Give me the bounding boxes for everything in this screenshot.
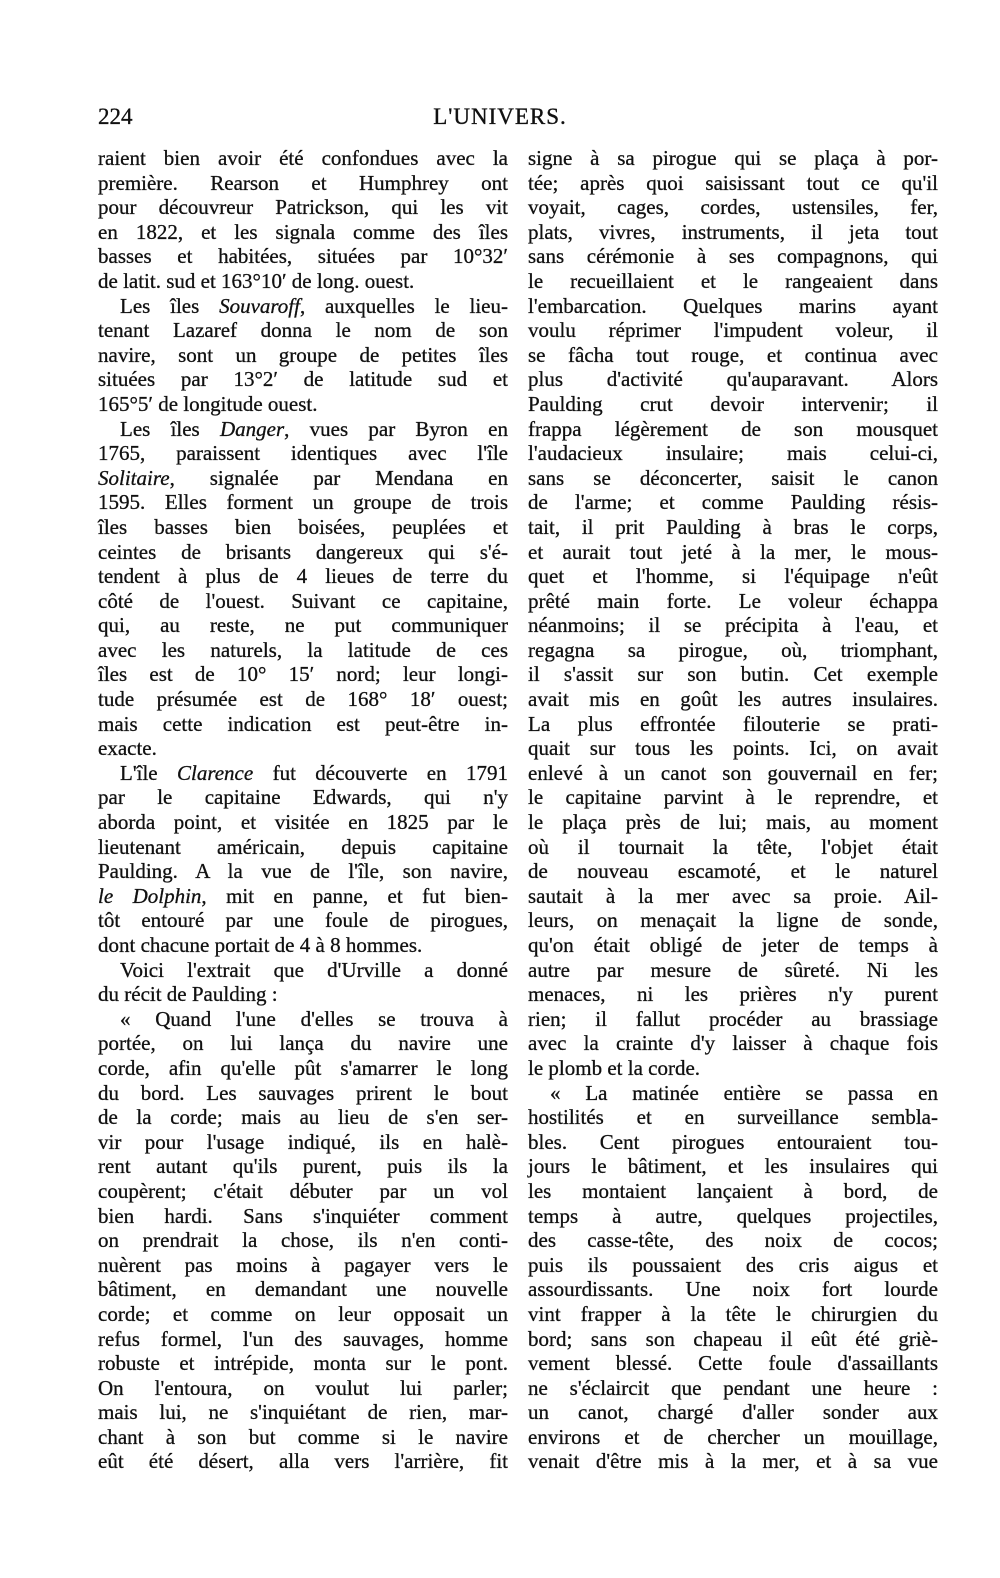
text-line: l'audacieux insulaire; mais celui-ci, bbox=[528, 441, 938, 466]
text-line: 1595. Elles forment un groupe de trois bbox=[98, 490, 508, 515]
text-line: côté de l'ouest. Suivant ce capitaine, bbox=[98, 588, 508, 613]
text-line: assourdissants. Une noix fort lourde bbox=[528, 1277, 938, 1302]
text-line: de nouveau escamoté, et le naturel bbox=[528, 859, 938, 884]
text-line: On l'entoura, on voulut lui parler; bbox=[98, 1375, 508, 1400]
text-line: un canot, chargé d'aller sonder aux bbox=[528, 1400, 938, 1425]
text-line: robuste et intrépide, monta sur le pont. bbox=[98, 1351, 508, 1376]
text-line: environs et de chercher un mouillage, bbox=[528, 1424, 938, 1449]
text-line: basses et habitées, situées par 10°32′ bbox=[98, 244, 508, 269]
text-line: sans cérémonie à ses compagnons, qui bbox=[528, 244, 938, 269]
italic-name: Clarence bbox=[177, 760, 254, 785]
text-line: première. Rearson et Humphrey ont bbox=[98, 170, 508, 195]
text-line: menaces, ni les prières n'y purent bbox=[528, 982, 938, 1007]
text-line: dont chacune portait de 4 à 8 hommes. bbox=[98, 933, 423, 957]
text-segment: L'île bbox=[120, 760, 177, 785]
text-line: îles basses bien boisées, peuplées et bbox=[98, 514, 508, 539]
text-line: temps à autre, quelques projectiles, bbox=[528, 1203, 938, 1228]
running-title: L'UNIVERS. bbox=[433, 104, 567, 129]
text-line: le recueillaient et le rangeaient dans bbox=[528, 268, 938, 293]
text-line: tée; après quoi saisissant tout ce qu'il bbox=[528, 170, 938, 195]
text-line: signe à sa pirogue qui se plaça à por- bbox=[528, 146, 938, 170]
text-line: « La matinée entière se passa en bbox=[550, 1080, 938, 1105]
text-line: de latit. sud et 163°10′ de long. ouest. bbox=[98, 268, 415, 293]
text-line: les montaient lançaient à bord, de bbox=[528, 1178, 938, 1203]
text-line: tude présumée est de 168° 18′ ouest; bbox=[98, 687, 508, 712]
text-line: plats, vivres, instruments, il jeta tout bbox=[528, 219, 938, 244]
text-line: bles. Cent pirogues entouraient tou- bbox=[528, 1129, 938, 1154]
text-line: du récit de Paulding : bbox=[98, 982, 278, 1007]
text-line: leurs, on menaçait la ligne de sonde, bbox=[528, 908, 938, 933]
text-line: Voici l'extrait que d'Urville a donné bbox=[120, 957, 508, 982]
text-line: rien; il fallut procéder au brassiage bbox=[528, 1006, 938, 1031]
italic-name: Solitaire bbox=[98, 465, 170, 490]
text-line: tendent à plus de 4 lieues de terre du bbox=[98, 564, 508, 589]
text-line: le plomb et la corde. bbox=[528, 1055, 701, 1080]
text-segment: , vues par Byron en bbox=[284, 416, 508, 441]
text-line: en 1822, et les signala comme des îles bbox=[98, 219, 508, 244]
text-line: quait sur tous les points. Ici, on avait bbox=[528, 736, 938, 761]
text-line: mais lui, ne s'inquiétant de rien, mar- bbox=[98, 1400, 508, 1425]
text-line: vint frapper à la tête le chirurgien du bbox=[528, 1301, 938, 1326]
text-segment: Les îles bbox=[120, 293, 220, 318]
text-line: de la corde; mais au lieu de s'en ser- bbox=[98, 1105, 508, 1130]
text-line: plus d'activité qu'auparavant. Alors bbox=[528, 367, 938, 392]
text-line: frappa légèrement de son mousquet bbox=[528, 416, 938, 441]
text-line: 1765, paraissent identiques avec l'île bbox=[98, 441, 508, 466]
text-line: tait, il prit Paulding à bras le corps, bbox=[528, 514, 938, 539]
text-segment: Les îles bbox=[120, 416, 220, 441]
text-line: l'embarcation. Quelques marins ayant bbox=[528, 293, 938, 318]
text-line: nuèrent pas moins à pagayer vers le bbox=[98, 1252, 508, 1277]
text-line: néanmoins; il se précipita à l'eau, et bbox=[528, 613, 938, 638]
text-line: ceintes de brisants dangereux qui s'é- bbox=[98, 539, 508, 564]
text-line: bord; sans son chapeau il eût été griè- bbox=[528, 1326, 938, 1351]
text-line: raient bien avoir été confondues avec la bbox=[98, 146, 508, 170]
text-line: ne s'éclaircit que pendant une heure : bbox=[528, 1375, 938, 1400]
text-line bbox=[98, 294, 508, 319]
text-line: venait d'être mis à la mer, et à sa vue bbox=[528, 1449, 938, 1474]
text-line: et aurait tout jeté à la mer, le mous- bbox=[528, 539, 938, 564]
text-line: avait mis en goût les autres insulaires. bbox=[528, 687, 938, 712]
italic-name: le Dolphin bbox=[98, 883, 202, 908]
text-line: regagna sa pirogue, où, triomphant, bbox=[528, 637, 938, 662]
text-line: hostilités et en surveillance sembla- bbox=[528, 1105, 938, 1130]
text-line: où il tournait la tête, l'objet était bbox=[528, 834, 938, 859]
text-line: vir pour l'usage indiqué, ils en halè- bbox=[98, 1129, 508, 1154]
text-line: chant à son but comme si le navire bbox=[98, 1424, 508, 1449]
text-line: on prendrait la chose, ils n'en conti- bbox=[98, 1228, 508, 1253]
text-line: Paulding crut devoir intervenir; il bbox=[528, 391, 938, 416]
text-line: mais cette indication est peut-être in- bbox=[98, 711, 508, 736]
text-line: du bord. Les sauvages prirent le bout bbox=[98, 1080, 508, 1105]
text-line bbox=[98, 884, 508, 909]
text-line: par le capitaine Edwards, qui n'y bbox=[98, 785, 508, 810]
text-line: pour découvreur Patrickson, qui les vit bbox=[98, 195, 508, 220]
text-line: navire, sont un groupe de petites îles bbox=[98, 342, 508, 367]
text-line: corde, afin qu'elle pût s'amarrer le long bbox=[98, 1055, 508, 1080]
text-line: coupèrent; c'était débuter par un vol bbox=[98, 1178, 508, 1203]
text-line: lieutenant américain, depuis capitaine bbox=[98, 834, 508, 859]
text-line: autre par mesure de sûreté. Ni les bbox=[528, 957, 938, 982]
text-line: bâtiment, en demandant une nouvelle bbox=[98, 1277, 508, 1302]
right-column bbox=[528, 146, 938, 1474]
text-line: quet et l'homme, si l'équipage n'eût bbox=[528, 564, 938, 589]
text-line: bien hardi. Sans s'inquiéter comment bbox=[98, 1203, 508, 1228]
text-line: 165°5′ de longitude ouest. bbox=[98, 391, 318, 416]
text-line: La plus effrontée filouterie se prati- bbox=[528, 711, 938, 736]
text-line: de l'arme; et comme Paulding résis- bbox=[528, 490, 938, 515]
text-line: exacte. bbox=[98, 736, 157, 761]
text-segment: , auxquelles le lieu- bbox=[299, 293, 508, 318]
text-line: jours le bâtiment, et les insulaires qui bbox=[528, 1154, 938, 1179]
text-line: portée, on lui lança du navire une bbox=[98, 1031, 508, 1056]
text-line: tôt entouré par une foule de pirogues, bbox=[98, 908, 508, 933]
italic-name: Danger bbox=[219, 416, 285, 441]
text-line: situées par 13°2′ de latitude sud et bbox=[98, 367, 508, 392]
text-line bbox=[98, 417, 508, 442]
left-column bbox=[98, 146, 508, 1474]
text-line: avec les naturels, la latitude de ces bbox=[98, 637, 508, 662]
text-line: voyait, cages, cordes, ustensiles, fer, bbox=[528, 195, 938, 220]
page-number: 224 bbox=[98, 104, 133, 129]
text-line: sautait à la mer avec sa proie. Ail- bbox=[528, 883, 938, 908]
text-line: îles est de 10° 15′ nord; leur longi- bbox=[98, 662, 508, 687]
text-line: rent autant qu'ils purent, puis ils la bbox=[98, 1154, 508, 1179]
text-line: aborda point, et visitée en 1825 par le bbox=[98, 810, 508, 835]
text-line: corde; et comme on leur opposait un bbox=[98, 1301, 508, 1326]
text-line: sans se déconcerter, saisit le canon bbox=[528, 465, 938, 490]
text-line: « Quand l'une d'elles se trouva à bbox=[120, 1006, 508, 1031]
text-line: enlevé à un canot son gouvernail en fer; bbox=[528, 760, 938, 785]
text-segment: fut découverte en 1791 bbox=[253, 760, 508, 785]
text-line: le plaça près de lui; mais, au moment bbox=[528, 810, 938, 835]
text-line: qui, au reste, ne put communiquer bbox=[98, 613, 508, 638]
italic-name: Souvaroff bbox=[219, 293, 300, 318]
text-line: puis ils poussaient des cris aigus et bbox=[528, 1252, 938, 1277]
text-line bbox=[98, 761, 508, 786]
text-line: des casse-tête, des noix de cocos; bbox=[528, 1228, 938, 1253]
text-line: le capitaine parvint à le reprendre, et bbox=[528, 785, 938, 810]
text-line: tenant Lazaref donna le nom de son bbox=[98, 318, 508, 343]
text-line: vement blessé. Cette foule d'assaillants bbox=[528, 1351, 938, 1376]
text-line: eût été désert, alla vers l'arrière, fit bbox=[98, 1449, 508, 1474]
text-segment: , mit en panne, et fut bien- bbox=[201, 883, 508, 908]
text-line: refus formel, l'un des sauvages, homme bbox=[98, 1326, 508, 1351]
text-line: Paulding. A la vue de l'île, son navire, bbox=[98, 859, 508, 884]
text-segment: , signalée par Mendana en bbox=[169, 465, 508, 490]
text-line: qu'on était obligé de jeter de temps à bbox=[528, 933, 938, 957]
text-line: il s'assit sur son butin. Cet exemple bbox=[528, 662, 938, 687]
text-line: se fâcha tout rouge, et continua avec bbox=[528, 342, 938, 367]
text-line: voulu réprimer l'impudent voleur, il bbox=[528, 318, 938, 343]
text-line bbox=[98, 466, 508, 491]
text-line: avec la crainte d'y laisser à chaque fois bbox=[528, 1031, 938, 1056]
text-line: prêté main forte. Le voleur échappa bbox=[528, 588, 938, 613]
